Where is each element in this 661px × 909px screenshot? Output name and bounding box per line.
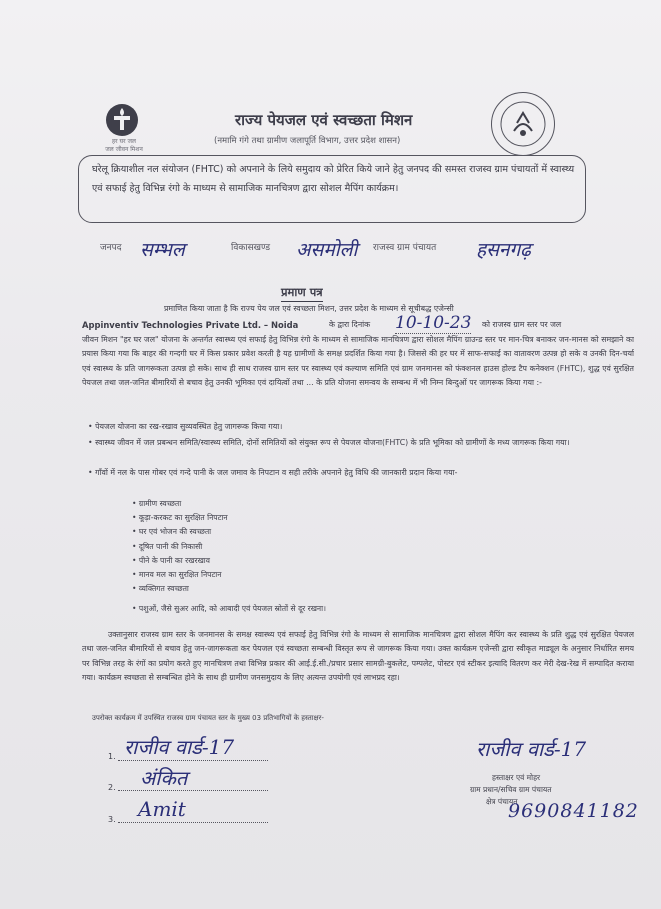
participant-signature: राजीव वार्ड-17: [124, 735, 235, 759]
point-2: • स्वास्थ्य जीवन में जल प्रबन्धन समिति/स्वास्थ्य समिति, दोनों समितियों को संयुक्त रूप से पेयजल योजना(FHTC) के प्रति भूमिका को ग्रामीणों के मध्य जागरूक किया गया।: [88, 438, 570, 447]
jal-jeevan-mission-logo: [104, 102, 140, 138]
list-item: • पीने के पानी का रखरखाव: [132, 554, 326, 568]
block-label: विकासखण्ड: [231, 243, 271, 253]
certificate-paragraph: जीवन मिशन "हर घर जल" योजना के अन्तर्गत स्वास्थ्य एवं सफाई हेतु विभिन्न रंगो के माध्यम से सामाजिक मानचित्रण द्वारा सोशल मैपिंग ग्राउन्ड स्तर पर मान-चित्र बनाकर जन-मानस को समझाने का प्रयास किया गया कि बाहर की गन्दगी घर में किस प्रकार प्रवेश करती है यह ग्रामीणों के समक्ष प्रदर्शित किया गया है। जिससे की हर घर में साफ-सफाई का वातावरण उत्पन्न हो सके व उनकी दिन-चर्या एवं स्वास्थ्य के प्रति जागरूकता उत्पन्न हो सके। साथ ही साथ राजस्व ग्राम स्तर पर स्वास्थ्य एवं कल्याण समिति एवं ग्राम जनमानस को फंक्शनल हाउस होल्ड टैप कनेक्शन (FHTC), शुद्ध एवं सुरक्षित पेयजल तथा जल-जनित बीमारियों से बचाव हेतु उनकी भूमिका एवं दायित्वों तथा ... के प्रति योजना समन्वय के सम्बन्ध में भी निम्न बिन्दुओं पर जागरूक किया गया :-: [82, 335, 634, 388]
pradhan-signature: राजीव वार्ड-17: [476, 737, 587, 761]
page-header-subtitle: (नमामि गंगे तथा ग्रामीण जलापूर्ति विभाग, उत्तर प्रदेश शासन): [214, 136, 401, 146]
list-item: • ग्रामीण स्वच्छता: [132, 497, 326, 511]
district-value: सम्भल: [140, 239, 185, 261]
hygiene-topics-list: [132, 497, 326, 617]
list-item: • पशुओं, जैसे सुअर आदि, को आबादी एवं पेयजल स्रोतों से दूर रखना।: [132, 602, 326, 616]
list-item: • मानव मल का सुरक्षित निपटान: [132, 568, 326, 582]
signature-line: [118, 760, 268, 761]
list-item: • कूड़ा-करकट का सुरक्षित निपटान: [132, 511, 326, 525]
phone-number: 9690841182: [508, 800, 639, 822]
participant-number: 2.: [108, 783, 116, 792]
up-govt-seal: [491, 92, 555, 156]
page-header-title: राज्य पेयजल एवं स्वच्छता मिशन: [235, 111, 413, 129]
list-item: • घर एवं भोजन की स्वच्छता: [132, 525, 326, 539]
panchayat-value: हसनगढ़: [476, 239, 531, 261]
official-stamp-block: हस्ताक्षर एवं मोहर ग्राम प्रधान/सचिव ग्राम पंचायत क्षेत्र पंचायत: [470, 773, 552, 806]
district-label: जनपद: [100, 243, 122, 253]
participant-number: 1.: [108, 752, 116, 761]
logo-left-caption: हर घर जल जल जीवन मिशन: [105, 138, 143, 153]
signature-line: [118, 790, 268, 791]
point-1: • पेयजल योजना का रख-रखाव सुव्यवस्थित हेतु जागरूक किया गया।: [88, 422, 283, 431]
signature-line: [118, 822, 268, 823]
conclusion-paragraph: उक्तानुसार राजस्व ग्राम स्तर के जनमानस के समक्ष स्वास्थ्य एवं सफाई हेतु विभिन्न रंगो के माध्यम से सामाजिक मानचित्रण द्वारा सोशल मैपिंग कर स्वास्थ्य के प्रति शुद्ध एवं सुरक्षित पेयजल तथा जल-जनित बीमारियों से बचाव हेतु जन-जागरूकता कर पेयजल एवं स्वच्छता सम्बन्धी विस्तृत रूप से जागरूक किया गया। उक्त कार्यक्रम एजेन्सी द्वारा स्वीकृत माड्यूल के अनुसार निर्धारित समय पर विभिन्न तरह के रंगों का प्रयोग करते हुए मानचित्रण तथा विभिन्न प्रकार की आई.ई.सी./प्रचार प्रसार सामग्री-बुकलेट, पम्पलेट, पोस्टर एवं स्टीकर इत्यादि वितरण कर मेरी देख-रेख में सम्पादित कराया गया। कार्यक्रम स्वच्छता से सम्बन्धित होने के साथ ही ग्रामीण जनसमुदाय के लिए अत्यन्त उपयोगी एवं लाभप्रद रहा।: [82, 630, 634, 683]
participant-signature: अंकित: [140, 766, 188, 790]
participant-number: 3.: [108, 815, 116, 824]
certificate-title: प्रमाण पत्र: [281, 285, 323, 302]
event-date: 10-10-23: [395, 313, 472, 333]
certificate-intro-line: प्रमाणित किया जाता है कि राज्य पेय जल एवं स्वच्छता मिशन, उत्तर प्रदेश के माध्यम से सूचीबद्ध एजेन्सी: [164, 304, 454, 313]
participant-signature: Amit: [138, 797, 186, 821]
panchayat-label: राजस्व ग्राम पंचायत: [373, 243, 437, 253]
list-item: • दूषित पानी की निकासी: [132, 540, 326, 554]
certificate-line2-tail: को राजस्व ग्राम स्तर पर जल: [482, 320, 562, 329]
date-label: के द्वारा दिनांक: [329, 320, 371, 329]
participants-signature-label: उपरोक्त कार्यक्रम में उपस्थित राजस्व ग्राम पंचायत स्तर के मुख्य 03 प्रतिभागियों के हस्ताक्षर-: [92, 714, 324, 722]
intro-text: घरेलू क्रियाशील नल संयोजन (FHTC) को अपनाने के लिये समुदाय को प्रेरित किये जाने हेतु जनपद की समस्त राजस्व ग्राम पंचायतों में स्वास्थ्य एवं सफाई हेतु विभिन्न रंगो के माध्यम से सामाजिक मानचित्रण द्वारा सोशल मैपिंग कार्यक्रम।: [92, 164, 575, 194]
agency-name: Appinventiv Technologies Private Ltd. – Noida: [82, 320, 299, 330]
point-3: • गाँवों में नल के पास गोबर एवं गन्दे पानी के जल जमाव के निपटान व सही तरीके अपनाने हेतु विधि की जानकारी प्रदान किया गया-: [88, 468, 458, 477]
block-value: असमोली: [296, 239, 358, 261]
list-item: • व्यक्तिगत स्वच्छता: [132, 582, 326, 596]
